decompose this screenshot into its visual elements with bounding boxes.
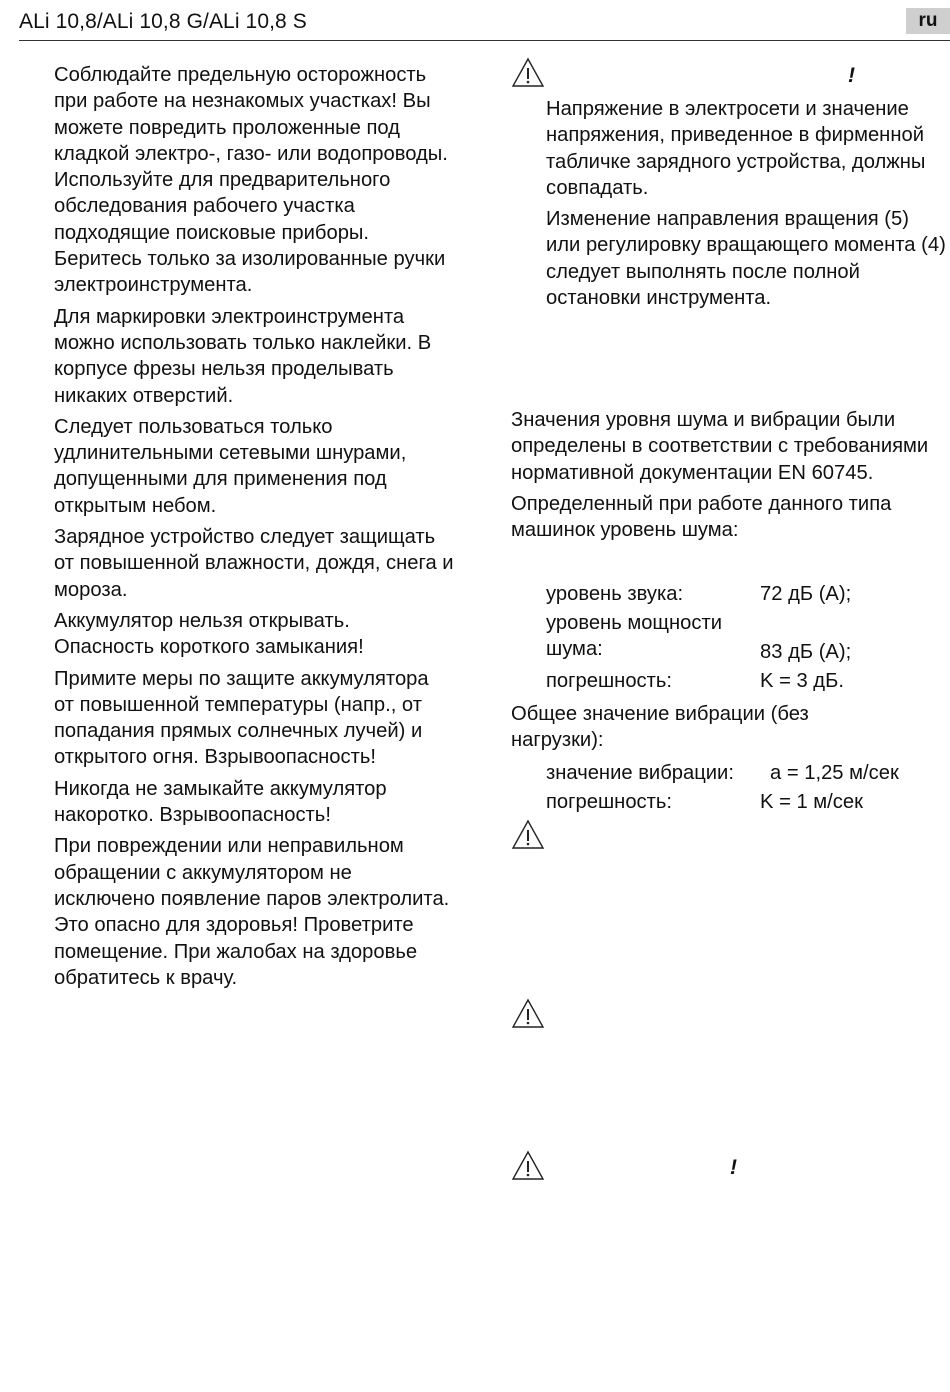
warning-exclamation-mark: ! [848,64,855,87]
paragraph: Общее значение вибрации (без нагрузки): [511,703,809,752]
vibration-values-table [546,760,950,818]
paragraph: Никогда не замыкайте аккумулятор накоротко. Взрывоопасность! [54,777,387,827]
language-badge: ru [906,8,950,34]
paragraph: Значения уровня шума и вибрации были определены в соответствии с требованиями нормативной документации EN 60745. [511,409,929,484]
warning-exclamation-mark: ! [730,1156,737,1179]
vibration-value: K = 1 м/сек [760,791,863,813]
warning-triangle-icon [511,1150,545,1181]
table-row [546,760,950,789]
vibration-label: погрешность: [546,791,673,813]
table-row [546,668,950,697]
noise-values-table [546,581,950,697]
paragraph: При повреждении или неправильном обращении с аккумулятором не исключено появление паров электролита. Это опасно для здоровья! Проветрите помещение. При жалобах на здоровье обратитесь к врачу. [54,835,450,989]
header-divider [19,40,950,41]
paragraph: Зарядное устройство следует защищать от повышенной влажности, дождя, снега и мороза. [54,526,454,601]
paragraph: Следует пользоваться только удлинительными сетевыми шнурами, допущенными для применения под открытым небом. [54,415,407,517]
paragraph: Примите меры по защите аккумулятора от повышенной температуры (напр., от попадания прямых солнечных лучей) и открытого огня. Взрывоопасность! [54,667,429,769]
vibration-label: значение вибрации: [546,762,734,784]
noise-value: 72 дБ (A); [760,583,852,605]
paragraph: Напряжение в электросети и значение напряжения, приведенное в фирменной табличке зарядного устройства, должны совпадать. [546,98,926,199]
noise-value: K = 3 дБ. [760,670,844,692]
noise-label: погрешность: [546,670,673,692]
noise-section [511,407,950,548]
paragraph: Аккумулятор нельзя открывать. Опасность короткого замыкания! [54,609,364,659]
document-header-title: ALi 10,8/ALi 10,8 G/ALi 10,8 S [19,10,307,33]
paragraph: Изменение направления вращения (5) или регулировку вращающего момента (4) следует выполнять после полной остановки инструмента. [546,208,946,310]
table-row [546,581,950,610]
vibration-value: a = 1,25 м/сек [770,762,899,784]
table-row [546,789,950,818]
warning-triangle-icon [511,57,545,88]
paragraph: Для маркировки электроинструмента можно использовать только наклейки. В корпусе фрезы нельзя проделывать никаких отверстий. [54,305,432,407]
vibration-section [511,701,811,759]
table-row [546,610,950,668]
left-column [54,62,454,996]
noise-label: уровень звука: [546,583,684,605]
noise-value: 83 дБ (A); [760,641,852,663]
warning-triangle-icon [511,998,545,1029]
paragraph: Соблюдайте предельную осторожность при работе на незнакомых участках! Вы можете повредить проложенные под кладкой электро-, газо- или водопроводы. Используйте для предварительного обследования рабочего участка подходящие поисковые приборы. Беритесь только за изолированные ручки электроинструмента. [54,64,448,297]
warning-triangle-icon [511,819,545,850]
warning-1-text [546,96,946,316]
noise-label: уровень мощности шума: [546,612,723,661]
paragraph: Определенный при работе данного типа машинок уровень шума: [511,492,892,542]
